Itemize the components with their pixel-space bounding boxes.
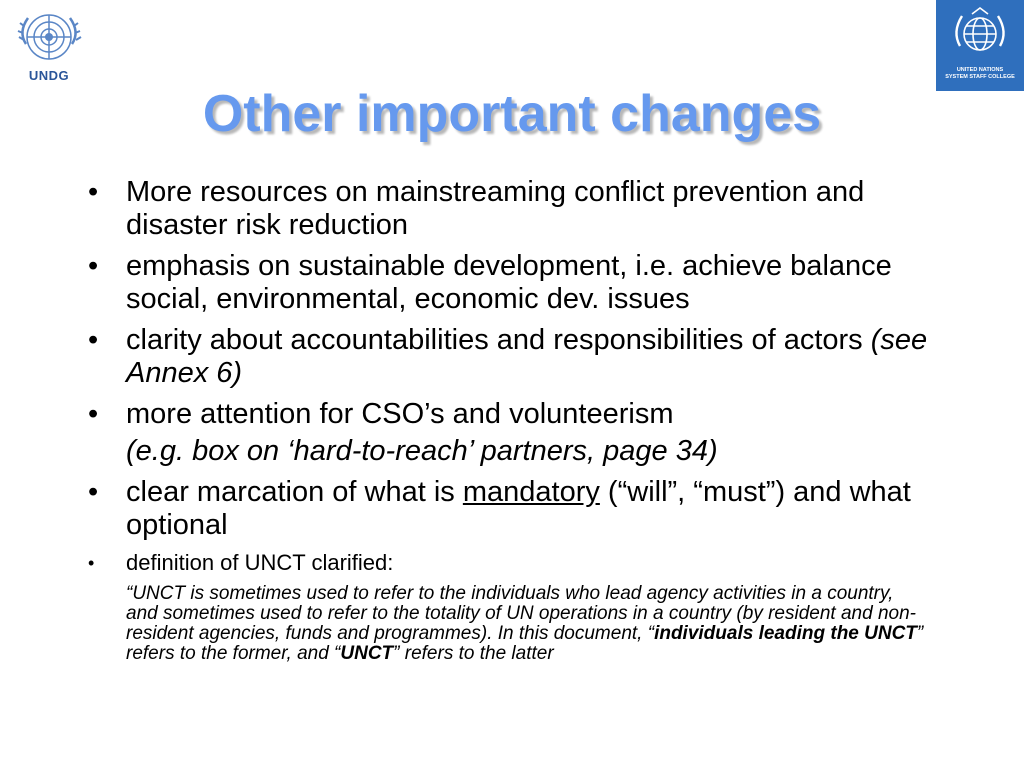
un-emblem-icon <box>6 4 92 70</box>
bullet-text: clarity about accountabilities and responsibilities of actors <box>126 324 871 356</box>
bullet-text-after: (“will”, “must”) and what optional <box>126 476 911 541</box>
quote-bold: UNCT <box>340 643 394 664</box>
bullet-dot: • <box>88 553 95 573</box>
bullet-dot: • <box>88 176 99 208</box>
quote-part: ” refers to the former, and “ <box>126 623 924 664</box>
undg-logo <box>6 4 92 90</box>
bullet-text: more attention for CSO’s and volunteerism <box>126 398 674 430</box>
bullet-dot: • <box>88 250 99 282</box>
annex-reference: (see Annex 6) <box>126 324 928 389</box>
bullet-dot: • <box>88 476 99 508</box>
bullet-item <box>86 476 946 542</box>
bullet-item <box>86 250 946 316</box>
slide-content <box>86 176 946 664</box>
bullet-dot: • <box>88 324 99 356</box>
unssc-label-line2: SYSTEM STAFF COLLEGE <box>945 74 1015 80</box>
undg-label: UNDG <box>28 68 70 83</box>
quote-part: ” refers to the latter <box>393 643 554 664</box>
bullet-dot: • <box>88 398 99 430</box>
bullet-item <box>86 550 946 576</box>
unssc-label-line1: UNITED NATIONS <box>956 67 1004 73</box>
bullet-text-before: clear marcation of what is <box>126 476 463 508</box>
quote-bold: individuals leading the UNCT <box>654 623 917 644</box>
quote-part: “UNCT is sometimes used to refer to the individuals who lead agency activities in a country, and sometimes used to refer to the totality of UN operations in a country (by resident and non-resident agencies, funds and programmes). In this document, “ <box>126 583 916 644</box>
slide-title: Other important changes <box>202 85 822 143</box>
bullet-text: definition of UNCT clarified: <box>126 550 394 575</box>
mandatory-underlined: mandatory <box>462 476 600 508</box>
bullet-item <box>86 324 946 390</box>
unssc-label <box>936 67 1024 81</box>
globe-laurel-icon <box>936 0 1024 66</box>
unssc-logo <box>936 0 1024 91</box>
bullet-item <box>86 176 946 242</box>
bullet-text: emphasis on sustainable development, i.e. achieve balance social, environmental, economic dev. issues <box>126 250 892 315</box>
unct-definition-quote <box>86 584 926 664</box>
bullet-text: More resources on mainstreaming conflict prevention and disaster risk reduction <box>126 176 865 241</box>
bullet-subnote: (e.g. box on ‘hard-to-reach’ partners, page 34) <box>126 435 718 467</box>
bullet-item <box>86 398 946 431</box>
